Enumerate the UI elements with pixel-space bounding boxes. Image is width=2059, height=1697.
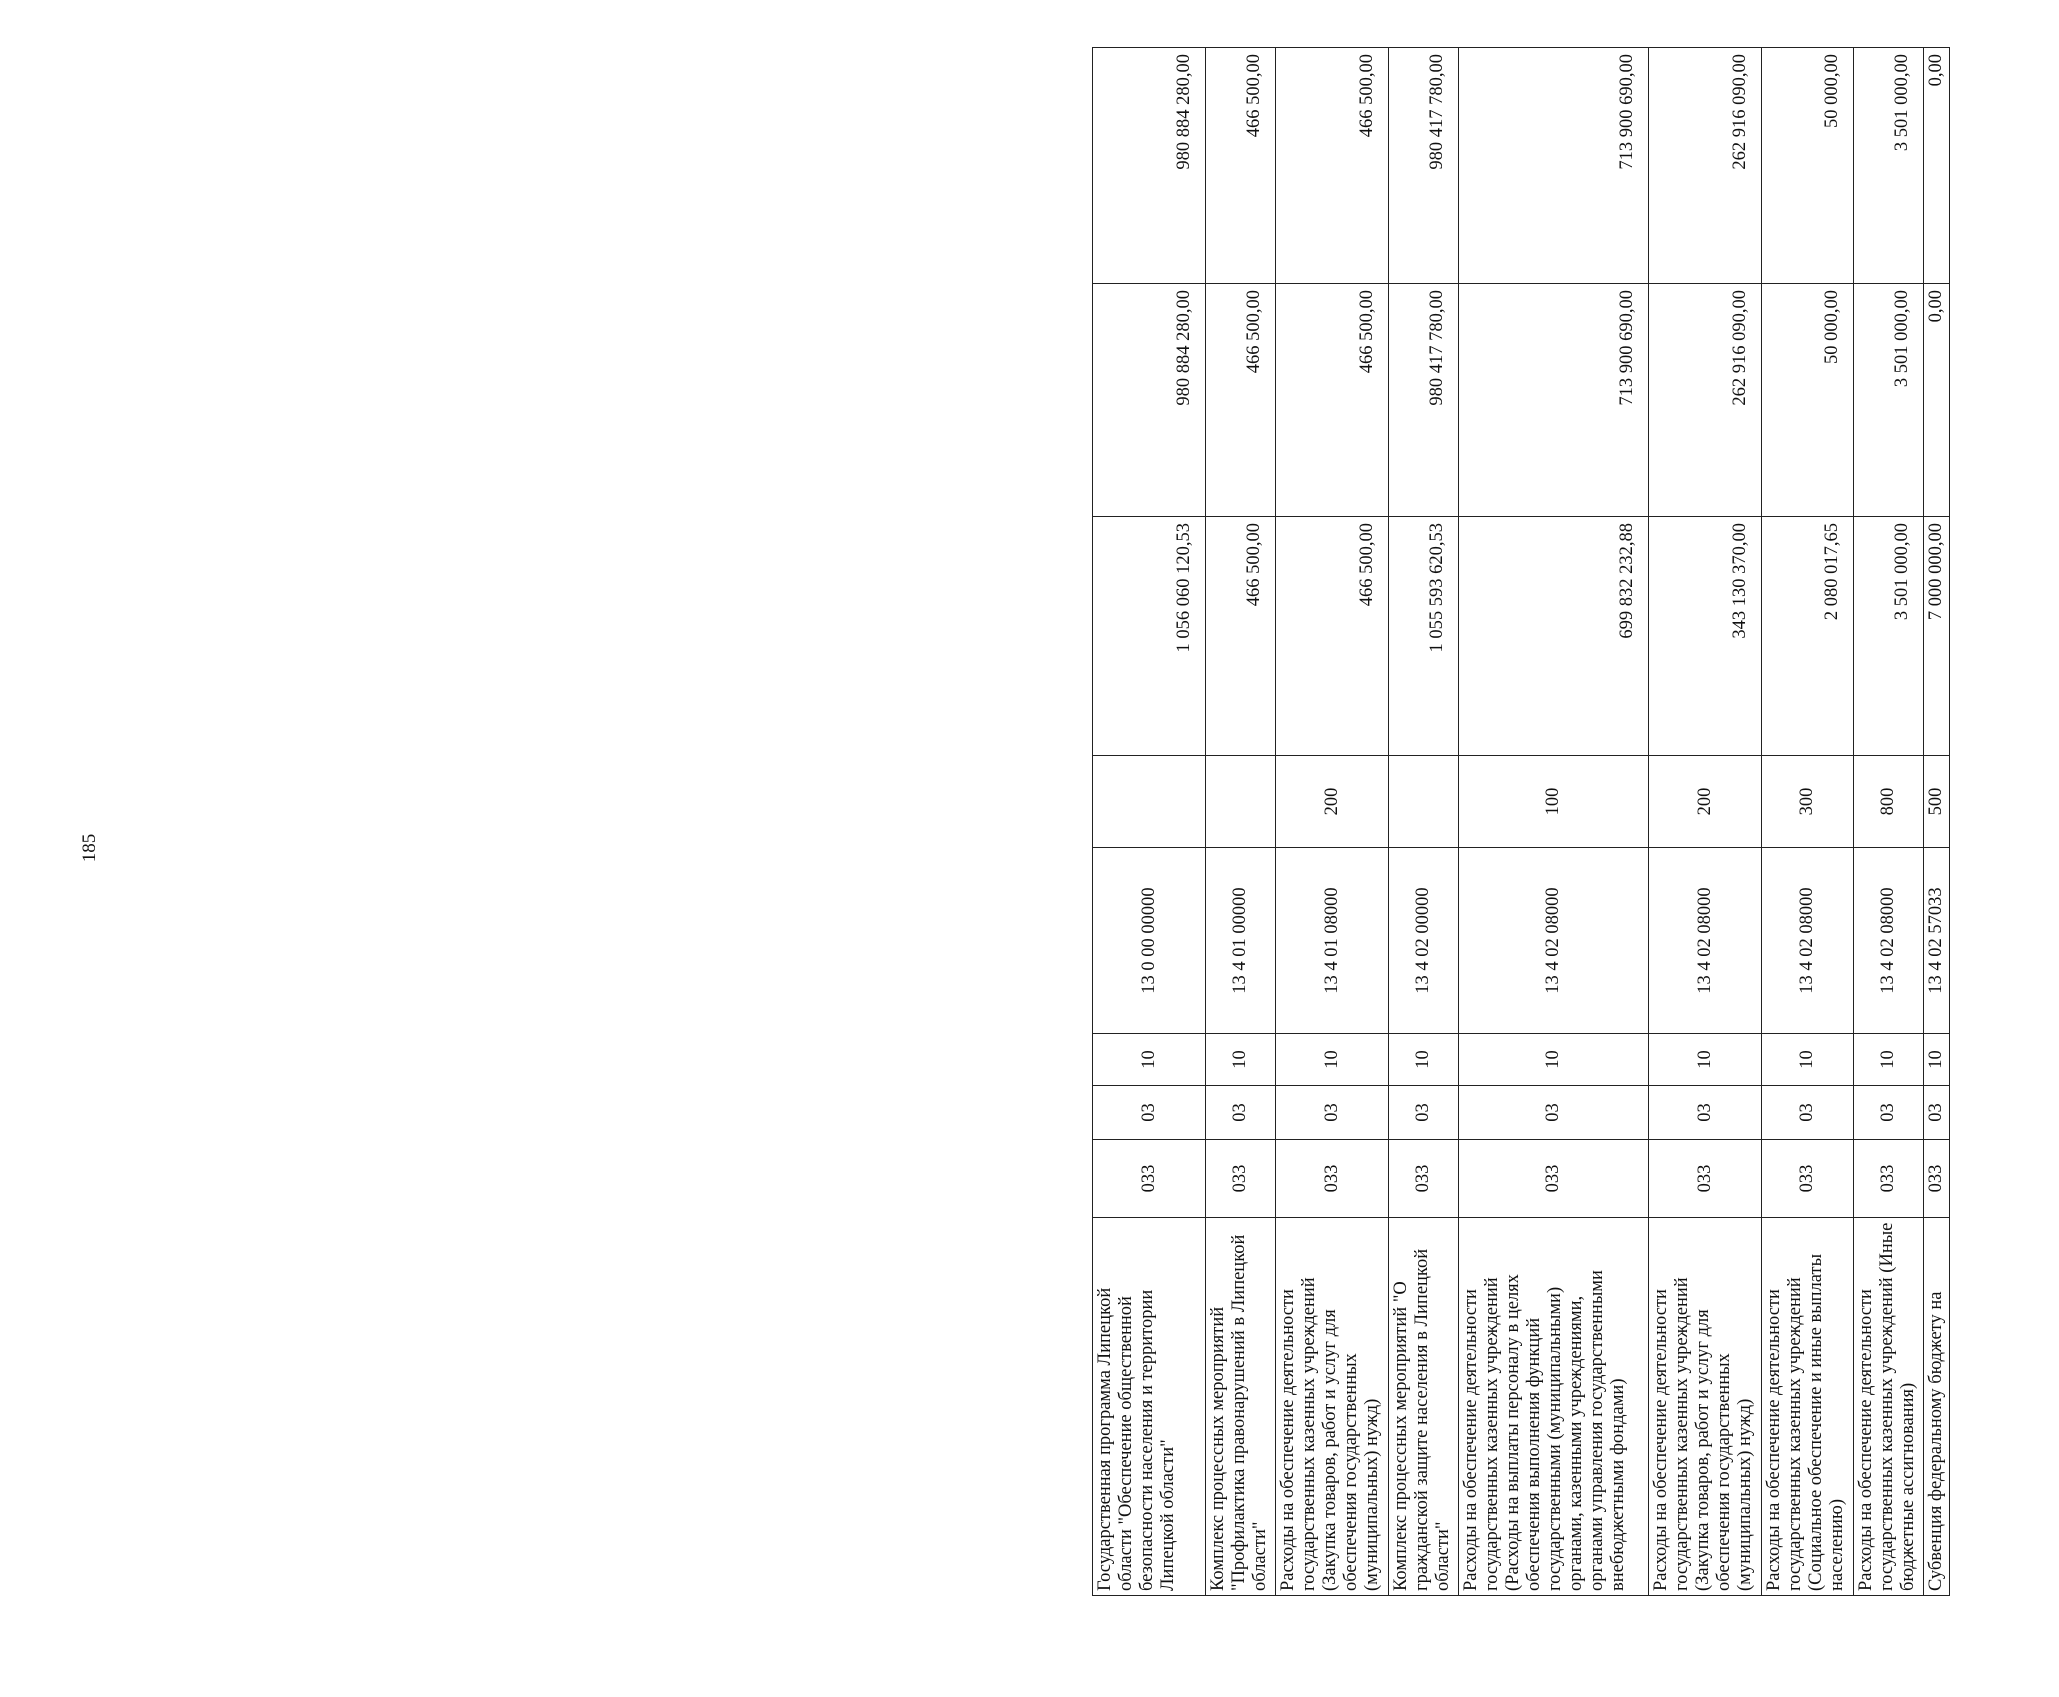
ved-code: 033 xyxy=(1459,1140,1649,1218)
amount-year-2: 980 884 280,00 xyxy=(1093,284,1206,517)
amount-year-1: 466 500,00 xyxy=(1276,517,1389,756)
row-description: Комплекс процессных мероприятий "О гражданской защите населения в Липецкой области" xyxy=(1389,1218,1459,1596)
amount-year-3: 466 500,00 xyxy=(1206,48,1276,284)
amount-year-3: 980 417 780,00 xyxy=(1389,48,1459,284)
row-description: Расходы на обеспечение деятельности государственных казенных учреждений (Расходы на выплаты персоналу в целях обеспечения выполнения функций государственными (муниципальными) органами, казенными учреждениями, органами управления государственными внебюджетными фондами) xyxy=(1459,1218,1649,1596)
amount-year-1: 3 501 000,00 xyxy=(1854,517,1924,756)
subsection-code: 10 xyxy=(1854,1034,1924,1086)
table-row xyxy=(1924,48,1950,1596)
section-code: 03 xyxy=(1459,1086,1649,1140)
amount-year-1: 343 130 370,00 xyxy=(1649,517,1762,756)
target-article-code: 13 4 01 08000 xyxy=(1276,848,1389,1034)
amount-year-2: 980 417 780,00 xyxy=(1389,284,1459,517)
amount-year-2: 0,00 xyxy=(1924,284,1950,517)
amount-year-2: 50 000,00 xyxy=(1762,284,1854,517)
amount-year-3: 713 900 690,00 xyxy=(1459,48,1649,284)
expense-type-code: 200 xyxy=(1276,756,1389,848)
amount-year-2: 3 501 000,00 xyxy=(1854,284,1924,517)
expense-type-code: 300 xyxy=(1762,756,1854,848)
section-code: 03 xyxy=(1206,1086,1276,1140)
amount-year-3: 980 884 280,00 xyxy=(1093,48,1206,284)
amount-year-2: 466 500,00 xyxy=(1206,284,1276,517)
rotated-table-container xyxy=(1092,48,2059,1596)
target-article-code: 13 4 02 08000 xyxy=(1854,848,1924,1034)
target-article-code: 13 4 02 08000 xyxy=(1459,848,1649,1034)
amount-year-2: 713 900 690,00 xyxy=(1459,284,1649,517)
page-number: 185 xyxy=(79,833,100,863)
subsection-code: 10 xyxy=(1389,1034,1459,1086)
section-code: 03 xyxy=(1924,1086,1950,1140)
row-description: Государственная программа Липецкой области "Обеспечение общественной безопасности населения и территории Липецкой области" xyxy=(1093,1218,1206,1596)
budget-table xyxy=(1092,47,1950,1596)
target-article-code: 13 4 02 08000 xyxy=(1649,848,1762,1034)
section-code: 03 xyxy=(1389,1086,1459,1140)
table-row xyxy=(1459,48,1649,1596)
target-article-code: 13 4 02 57033 xyxy=(1924,848,1950,1034)
target-article-code: 13 4 01 00000 xyxy=(1206,848,1276,1034)
ved-code: 033 xyxy=(1276,1140,1389,1218)
amount-year-2: 262 916 090,00 xyxy=(1649,284,1762,517)
section-code: 03 xyxy=(1649,1086,1762,1140)
row-description: Расходы на обеспечение деятельности государственных казенных учреждений (Иные бюджетные ассигнования) xyxy=(1854,1218,1924,1596)
amount-year-1: 7 000 000,00 xyxy=(1924,517,1950,756)
ved-code: 033 xyxy=(1389,1140,1459,1218)
subsection-code: 10 xyxy=(1093,1034,1206,1086)
table-row xyxy=(1649,48,1762,1596)
target-article-code: 13 4 02 00000 xyxy=(1389,848,1459,1034)
ved-code: 033 xyxy=(1854,1140,1924,1218)
expense-type-code xyxy=(1093,756,1206,848)
amount-year-1: 699 832 232,88 xyxy=(1459,517,1649,756)
ved-code: 033 xyxy=(1924,1140,1950,1218)
expense-type-code xyxy=(1206,756,1276,848)
ved-code: 033 xyxy=(1649,1140,1762,1218)
row-description: Расходы на обеспечение деятельности государственных казенных учреждений (Закупка товаров, работ и услуг для обеспечения государственных (муниципальных) нужд) xyxy=(1276,1218,1389,1596)
amount-year-3: 466 500,00 xyxy=(1276,48,1389,284)
amount-year-1: 466 500,00 xyxy=(1206,517,1276,756)
expense-type-code: 100 xyxy=(1459,756,1649,848)
expense-type-code xyxy=(1389,756,1459,848)
section-code: 03 xyxy=(1093,1086,1206,1140)
row-description: Расходы на обеспечение деятельности государственных казенных учреждений (Социальное обеспечение и иные выплаты населению) xyxy=(1762,1218,1854,1596)
table-row xyxy=(1206,48,1276,1596)
amount-year-3: 0,00 xyxy=(1924,48,1950,284)
table-row xyxy=(1093,48,1206,1596)
expense-type-code: 200 xyxy=(1649,756,1762,848)
amount-year-1: 1 055 593 620,53 xyxy=(1389,517,1459,756)
target-article-code: 13 4 02 08000 xyxy=(1762,848,1854,1034)
subsection-code: 10 xyxy=(1206,1034,1276,1086)
subsection-code: 10 xyxy=(1276,1034,1389,1086)
table-row xyxy=(1854,48,1924,1596)
row-description: Комплекс процессных мероприятий "Профилактика правонарушений в Липецкой области" xyxy=(1206,1218,1276,1596)
subsection-code: 10 xyxy=(1924,1034,1950,1086)
subsection-code: 10 xyxy=(1459,1034,1649,1086)
section-code: 03 xyxy=(1276,1086,1389,1140)
subsection-code: 10 xyxy=(1649,1034,1762,1086)
section-code: 03 xyxy=(1854,1086,1924,1140)
row-description: Расходы на обеспечение деятельности государственных казенных учреждений (Закупка товаров, работ и услуг для обеспечения государственных (муниципальных) нужд) xyxy=(1649,1218,1762,1596)
amount-year-1: 2 080 017,65 xyxy=(1762,517,1854,756)
expense-type-code: 500 xyxy=(1924,756,1950,848)
expense-type-code: 800 xyxy=(1854,756,1924,848)
amount-year-3: 50 000,00 xyxy=(1762,48,1854,284)
amount-year-3: 262 916 090,00 xyxy=(1649,48,1762,284)
table-row xyxy=(1762,48,1854,1596)
subsection-code: 10 xyxy=(1762,1034,1854,1086)
section-code: 03 xyxy=(1762,1086,1854,1140)
ved-code: 033 xyxy=(1093,1140,1206,1218)
amount-year-2: 466 500,00 xyxy=(1276,284,1389,517)
amount-year-3: 3 501 000,00 xyxy=(1854,48,1924,284)
row-description: Субвенция федеральному бюджету на xyxy=(1924,1218,1950,1596)
ved-code: 033 xyxy=(1206,1140,1276,1218)
amount-year-1: 1 056 060 120,53 xyxy=(1093,517,1206,756)
target-article-code: 13 0 00 00000 xyxy=(1093,848,1206,1034)
table-row xyxy=(1389,48,1459,1596)
table-row xyxy=(1276,48,1389,1596)
ved-code: 033 xyxy=(1762,1140,1854,1218)
